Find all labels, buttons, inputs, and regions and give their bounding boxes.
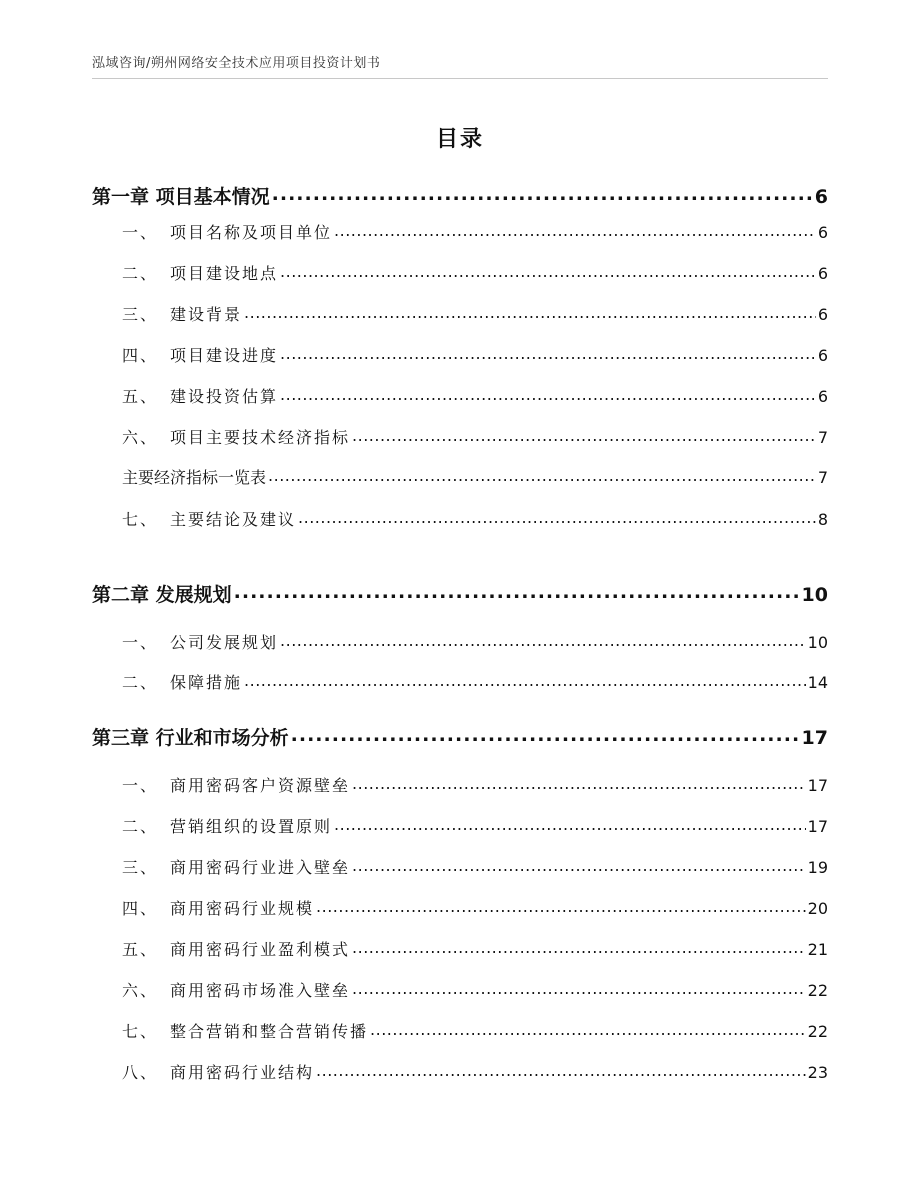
toc-entry-section[interactable] (92, 855, 828, 878)
toc-entry-sub[interactable] (92, 465, 828, 488)
toc-entry-title: 项目建设地点 (170, 264, 279, 283)
dot-leader (334, 222, 816, 238)
dot-leader (370, 1021, 806, 1037)
toc-entry-title: 整合营销和整合营销传播 (170, 1022, 369, 1041)
toc-entry-label (92, 1019, 368, 1042)
toc-entry-title: 建设背景 (170, 305, 243, 324)
toc-entry-title: 项目建设进度 (170, 346, 279, 365)
toc-entry-page-number: 7 (817, 468, 828, 487)
toc-entry-title: 公司发展规划 (170, 633, 279, 652)
toc-entry-label (92, 343, 278, 366)
toc-entry-title: 营销组织的设置原则 (170, 817, 333, 836)
toc-entry-chapter[interactable] (92, 580, 828, 607)
toc-entry-title: 商用密码行业结构 (170, 1063, 315, 1082)
dot-leader (244, 304, 816, 320)
toc-entry-number: 二、 (122, 817, 159, 836)
toc-entry-page-number: 8 (817, 510, 828, 529)
dot-leader (298, 509, 816, 525)
toc-entry-label (92, 302, 242, 325)
toc-entry-label (92, 855, 350, 878)
toc-entry-page-number: 6 (817, 264, 828, 283)
dot-leader (352, 939, 806, 955)
dot-leader (280, 632, 806, 648)
toc-entry-number: 七、 (122, 510, 159, 529)
toc-entry-number: 七、 (122, 1022, 159, 1041)
toc-entry-number: 一、 (122, 633, 159, 652)
toc-entry-section[interactable] (92, 343, 828, 366)
toc-entry-section[interactable] (92, 814, 828, 837)
dot-leader (352, 980, 806, 996)
dot-leader (234, 582, 800, 601)
toc-entry-page-number: 23 (807, 1063, 828, 1082)
toc-entry-section[interactable] (92, 1060, 828, 1083)
toc-entry-number: 三、 (122, 305, 159, 324)
toc-entry-section[interactable] (92, 302, 828, 325)
dot-leader (280, 263, 816, 279)
toc-entry-page-number: 6 (814, 186, 828, 208)
toc-entry-section[interactable] (92, 937, 828, 960)
toc-entry-label (92, 978, 350, 1001)
toc-entry-page-number: 19 (807, 858, 828, 877)
toc-entry-title: 建设投资估算 (170, 387, 279, 406)
toc-entry-title: 保障措施 (170, 673, 243, 692)
toc-entry-page-number: 10 (801, 584, 828, 606)
toc-entry-label (92, 1060, 314, 1083)
toc-entry-label (92, 630, 278, 653)
toc-entry-title: 项目名称及项目单位 (170, 223, 333, 242)
toc-entry-title: 商用密码行业进入壁垒 (170, 858, 351, 877)
toc-entry-page-number: 7 (817, 428, 828, 447)
toc-entry-number: 六、 (122, 428, 159, 447)
toc-entry-number: 第一章 (92, 186, 150, 208)
toc-entry-title: 商用密码市场准入壁垒 (170, 981, 351, 1000)
toc-entry-label (92, 670, 242, 693)
toc-entry-title: 项目主要技术经济指标 (170, 428, 351, 447)
dot-leader (272, 184, 813, 203)
toc-entry-section[interactable] (92, 425, 828, 448)
toc-entry-label (92, 425, 350, 448)
toc-entry-label (92, 580, 232, 607)
toc-entry-label (92, 896, 314, 919)
toc-entry-title: 商用密码客户资源壁垒 (170, 776, 351, 795)
toc-entry-section[interactable] (92, 670, 828, 693)
toc-entry-chapter[interactable] (92, 723, 828, 750)
toc-entry-page-number: 17 (801, 727, 828, 749)
toc-entry-number: 二、 (122, 673, 159, 692)
toc-entry-page-number: 6 (817, 223, 828, 242)
header-rule (92, 78, 828, 79)
dot-leader (316, 898, 806, 914)
toc-entry-title: 项目基本情况 (155, 186, 270, 208)
toc-entry-page-number: 17 (807, 817, 828, 836)
toc-entry-page-number: 21 (807, 940, 828, 959)
toc-entry-label (92, 182, 270, 209)
toc-entry-label (92, 465, 266, 488)
toc-entry-label (92, 507, 296, 530)
dot-leader (352, 775, 806, 791)
toc-entry-page-number: 22 (807, 981, 828, 1000)
toc-entry-title: 发展规划 (155, 584, 232, 606)
dot-leader (352, 857, 806, 873)
toc-entry-section[interactable] (92, 896, 828, 919)
toc-entry-number: 四、 (122, 346, 159, 365)
toc-entry-section[interactable] (92, 507, 828, 530)
toc-entry-section[interactable] (92, 1019, 828, 1042)
toc-entry-number: 六、 (122, 981, 159, 1000)
toc-entry-label (92, 220, 332, 243)
toc-entry-title: 商用密码行业规模 (170, 899, 315, 918)
dot-leader (334, 816, 806, 832)
toc-entry-number: 五、 (122, 387, 159, 406)
toc-entry-page-number: 14 (807, 673, 828, 692)
dot-leader (244, 672, 806, 688)
toc-entry-title: 主要结论及建议 (170, 510, 297, 529)
toc-entry-number: 二、 (122, 264, 159, 283)
toc-entry-page-number: 10 (807, 633, 828, 652)
toc-entry-page-number: 6 (817, 305, 828, 324)
toc-entry-number: 第二章 (92, 584, 150, 606)
toc-entry-section[interactable] (92, 630, 828, 653)
toc-entry-page-number: 17 (807, 776, 828, 795)
toc-entry-label (92, 814, 332, 837)
toc-entry-number: 一、 (122, 223, 159, 242)
toc-entry-section[interactable] (92, 978, 828, 1001)
running-header: 泓域咨询/朔州网络安全技术应用项目投资计划书 (92, 56, 381, 71)
toc-entry-section[interactable] (92, 261, 828, 284)
toc-entry-section[interactable] (92, 220, 828, 243)
toc-entry-title: 行业和市场分析 (155, 727, 289, 749)
toc-entry-number: 八、 (122, 1063, 159, 1082)
dot-leader (280, 345, 816, 361)
toc-entry-number: 三、 (122, 858, 159, 877)
toc-entry-title: 商用密码行业盈利模式 (170, 940, 351, 959)
dot-leader (268, 467, 816, 483)
toc-entry-number: 一、 (122, 776, 159, 795)
toc-entry-chapter[interactable] (92, 182, 828, 209)
toc-entry-page-number: 22 (807, 1022, 828, 1041)
toc-entry-number: 四、 (122, 899, 159, 918)
toc-entry-label (92, 773, 350, 796)
toc-entry-page-number: 20 (807, 899, 828, 918)
toc-entry-page-number: 6 (817, 387, 828, 406)
toc-entry-page-number: 6 (817, 346, 828, 365)
toc-entry-label (92, 384, 278, 407)
toc-entry-section[interactable] (92, 384, 828, 407)
toc-entry-title: 主要经济指标一览表 (122, 468, 267, 487)
dot-leader (316, 1062, 806, 1078)
toc-entry-number: 五、 (122, 940, 159, 959)
toc-entry-label (92, 723, 289, 750)
dot-leader (291, 725, 800, 744)
toc-entry-label (92, 937, 350, 960)
toc-entry-section[interactable] (92, 773, 828, 796)
dot-leader (352, 427, 816, 443)
toc-entry-number: 第三章 (92, 727, 150, 749)
dot-leader (280, 386, 816, 402)
toc-entry-label (92, 261, 278, 284)
toc-title: 目录 (435, 127, 484, 152)
